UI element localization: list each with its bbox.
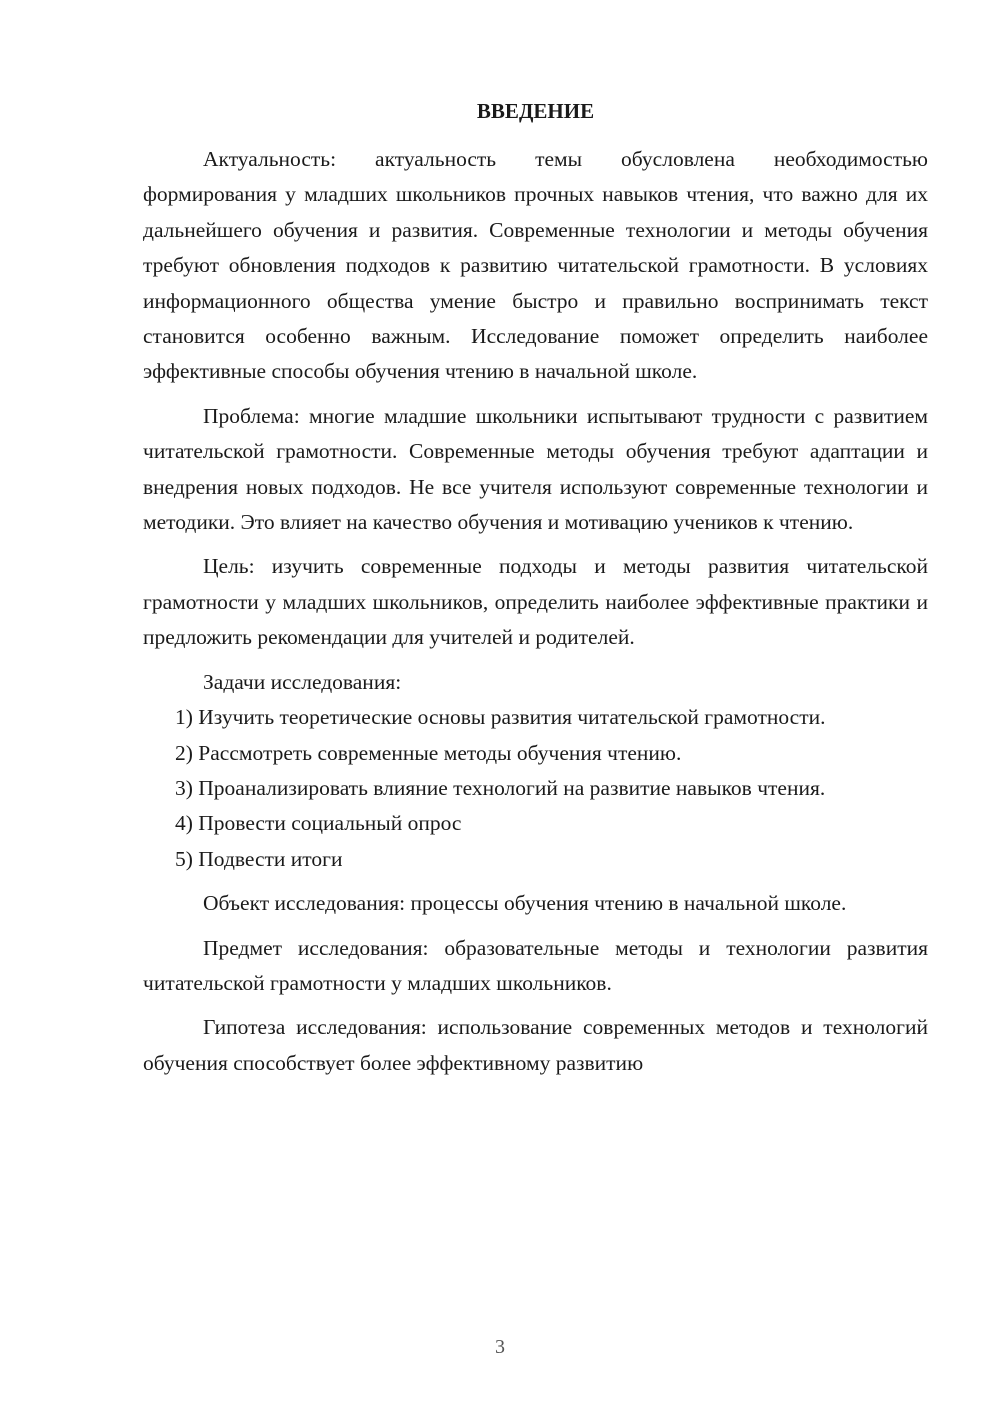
page-title: ВВЕДЕНИЕ [476,99,595,123]
task-item: 4) Провести социальный опрос [175,811,462,836]
page-number: 3 [495,1336,505,1358]
paragraph-goal: Цель: изучить современные подходы и методы развития читательской грамотности у младших школьников, определить наиболее эффективные практики и предложить рекомендации для учителей и родителей. [143,554,928,650]
paragraph-hypothesis: Гипотеза исследования: использование современных методов и технологий обучения способствует более эффективному развитию [143,1015,928,1075]
paragraph-problem: Проблема: многие младшие школьники испытывают трудности с развитием читательской грамотности. Современные методы обучения требуют адаптации и внедрения новых подходов. Не все учителя используют современные технологии и методики. Это влияет на качество обучения и мотивацию учеников к чтению. [143,403,928,535]
task-item: 2) Рассмотреть современные методы обучения чтению. [175,740,682,765]
paragraph-tasks-heading: Задачи исследования: [203,669,402,694]
paragraph-relevance: Актуальность: актуальность темы обусловлена необходимостью формирования у младших школьников прочных навыков чтения, что важно для их дальнейшего обучения и развития. Современные технологии и методы обучения требуют обновления подходов к развитию читательской грамотности. В условиях информационного общества умение быстро и правильно воспринимать текст становится особенно важным. Исследование поможет определить наиболее эффективные способы обучения чтению в начальной школе. [143,147,928,384]
task-item: 1) Изучить теоретические основы развития читательской грамотности. [175,705,826,730]
task-item: 5) Подвести итоги [175,846,343,871]
paragraph-object: Объект исследования: процессы обучения чтению в начальной школе. [203,891,847,916]
paragraph-subject: Предмет исследования: образовательные методы и технологии развития читательской грамотности у младших школьников. [143,935,928,995]
task-item: 3) Проанализировать влияние технологий на развитие навыков чтения. [175,775,826,800]
document-body [143,142,928,1081]
